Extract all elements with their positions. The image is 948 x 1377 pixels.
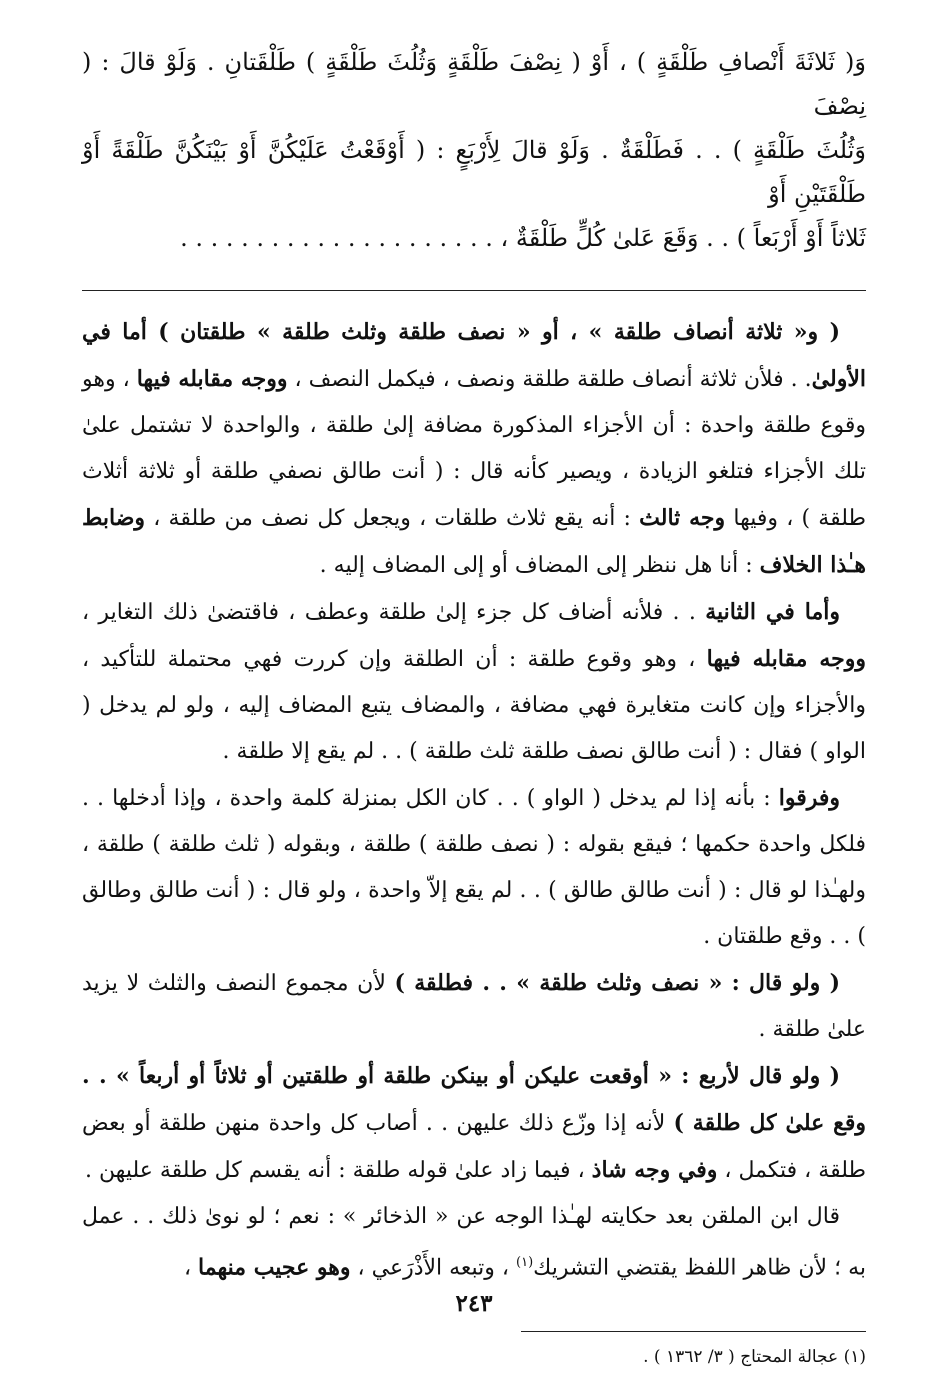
sharh-text	[82, 309, 866, 1291]
plain-text: ، وهو وقوع طلقة واحدة : أن الأجزاء المذكورة مضافة إلىٰ طلقة ، والواحدة لا تشتمل علىٰ تلك الأجزاء فتلغو الزيادة ، ويصير كأنه قال : ( أنت طالق نصفي طلقة أو ثلاثة أثلاث طلقة ) ، وفيها	[82, 367, 867, 531]
bold-text: وفرقوا	[778, 785, 840, 811]
plain-text: . . فلأنه أضاف كل جزء إلىٰ طلقة وعطف ، فاقتضىٰ ذلك التغاير ،	[82, 600, 706, 625]
plain-text: لأنه إذا وزّع ذلك عليهن . . أصاب كل واحدة منهن طلقة أو بعض طلقة ، فتكمل ،	[82, 1111, 866, 1183]
bold-text: وفي وجه شاذ	[591, 1157, 718, 1183]
sharh-paragraph	[82, 1194, 866, 1291]
plain-text: : أنا هل ننظر إلى المضاف أو إلى المضاف إليه .	[319, 553, 760, 578]
page-content	[82, 40, 866, 1372]
sharh-paragraph	[82, 589, 866, 775]
bold-text: ( ولو قال : « نصف وثلث طلقة » . . فطلقة )	[394, 970, 840, 996]
sharh-paragraph	[82, 309, 866, 589]
bold-text: وجه ثالث	[639, 505, 726, 531]
sharh-paragraph	[82, 960, 866, 1053]
footnote-divider	[521, 1331, 866, 1332]
page-number: ٢٤٣	[455, 1290, 493, 1317]
plain-text: ، وتبعه الأَذْرَعي ،	[350, 1255, 517, 1281]
bold-text: ( و« ثلاثة أنصاف طلقة » ، أو « نصف طلقة وثلث طلقة » طلقتان ) أما في الأولىٰ	[82, 319, 866, 392]
bold-text: ووجه مقابله فيها	[136, 366, 288, 392]
bold-text: وضابط هـٰذا الخلاف	[82, 505, 866, 578]
matn-line-text: ثَلاثاً أَوْ أَرْبَعاً ) . . وَقَعَ عَلىٰ كُلٍّ طَلْقَةٌ ،	[500, 224, 866, 252]
plain-text: . . فلأن ثلاثة أنصاف طلقة طلقة ونصف ، فيكمل النصف ،	[287, 367, 812, 392]
bold-text: ووجه مقابله فيها	[706, 646, 867, 672]
footnote: (١) عجالة المحتاج ( ٣/ ١٣٦٢ ) .	[643, 1347, 866, 1368]
matn-line: وَ( ثَلاثَةَ أَنْصافِ طَلْقَةٍ ) ، أَوْ ( نِصْفَ طَلْقَةٍ وَثُلُثَ طَلْقَةٍ ) طَلْقَتانِ . وَلَوْ قالَ : ( نِصْفَ	[82, 48, 866, 120]
plain-text: : بأنه إذا لم يدخل ( الواو ) . . كان الكل بمنزلة كلمة واحدة ، وإذا أدخلها . . فلكل واحدة حكمها ؛ فيقع بقوله : ( نصف طلقة ) طلقة ، وبقوله ( ثلث طلقة ) طلقة ، ولهـٰذا لو قال : ( أنت طالق طالق ) . . لم يقع إلاّ واحدة ، ولو قال : ( أنت طالق وطالق ) . . وقع طلقتان .	[82, 786, 866, 949]
matn-text	[82, 40, 866, 260]
bold-text: وأما في الثانية	[705, 599, 841, 625]
bold-text: وهو عجيب منهما	[198, 1254, 351, 1281]
plain-text: لأن مجموع النصف والثلث لا يزيد علىٰ طلقة .	[82, 971, 866, 1042]
matn-dots: . . . . . . . . . . . . . . . . . . . . .	[180, 224, 493, 252]
section-divider	[82, 290, 866, 291]
plain-text: قال ابن الملقن بعد حكايته لهـٰذا الوجه عن « الذخائر » : نعم ؛ لو نوىٰ ذلك . . عمل به ؛ لأن ظاهر اللفظ يقتضي التشريك	[82, 1204, 866, 1281]
plain-text: ، وهو وقوع طلقة : أن الطلقة وإن كررت فهي محتملة للتأكيد ، والأجزاء وإن كانت متغايرة فهي مضافة ، والمضاف يتبع المضاف إليه ، ولو لم يدخل ( الواو ) فقال : ( أنت طالق نصف طلقة ثلث طلقة ) . . لم يقع إلا طلقة .	[82, 647, 866, 764]
plain-text: ، فيما زاد علىٰ قوله طلقة : أنه يقسم كل طلقة عليهن .	[84, 1158, 592, 1183]
sharh-paragraph	[82, 775, 866, 960]
plain-text: ،	[183, 1255, 199, 1281]
matn-line	[82, 216, 866, 260]
plain-text: : أنه يقع ثلاث طلقات ، ويجعل كل نصف من طلقة ،	[145, 506, 640, 531]
bold-text: ( ولو قال لأربع : « أوقعت عليكن أو بينكن طلقة أو طلقتين أو ثلاثاً أو أربعاً » . . وقع علىٰ كل طلقة )	[82, 1063, 866, 1136]
sharh-paragraph	[82, 1053, 866, 1194]
footnote-marker: (١)	[516, 1255, 534, 1270]
matn-line: وَثُلُثَ طَلْقَةٍ ) . . فَطَلْقَةٌ . وَلَوْ قالَ لِأَرْبَعٍ : ( أَوْقَعْتُ عَلَيْكُنَّ أَوْ بَيْنَكُنَّ طَلْقَةً أَوْ طَلْقَتَيْنِ أَوْ	[82, 136, 866, 208]
